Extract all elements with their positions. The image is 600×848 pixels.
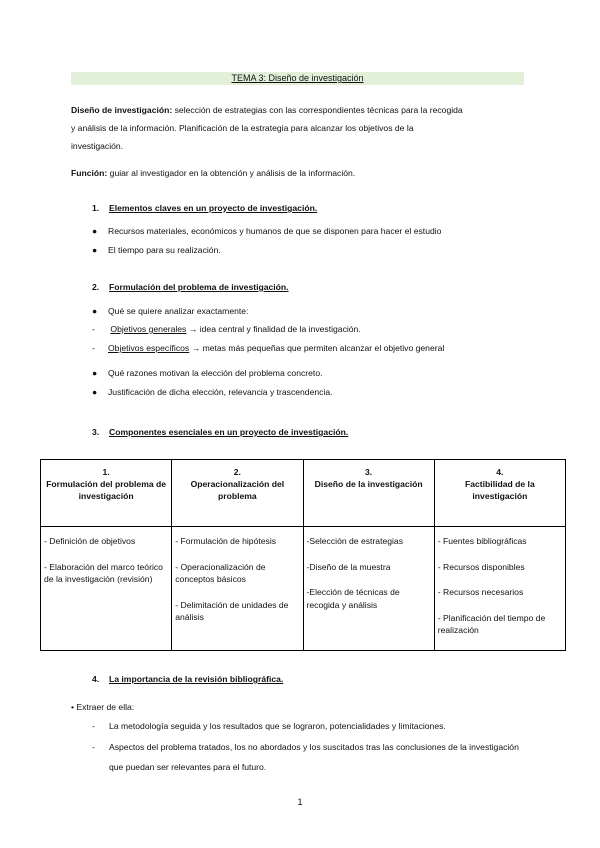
header-label: Formulación del problema de investigación xyxy=(46,479,167,501)
table-cell xyxy=(303,527,434,651)
list-item xyxy=(92,368,322,378)
bullet-icon: ● xyxy=(92,387,98,397)
cell-item: - Planificación del tiempo de realización xyxy=(437,612,546,635)
table-header-cell xyxy=(434,460,565,527)
section-4-item-2: Aspectos del problema tratados, los no abordados y los suscitados tras las conclusiones de la investigación que puedan ser relevantes para el futuro. xyxy=(109,742,519,772)
header-label: Diseño de la investigación xyxy=(314,479,423,489)
dash-icon: - xyxy=(92,721,95,731)
table-header-cell xyxy=(303,460,434,527)
section-1-item-1: Recursos materiales, económicos y humanos de que se disponen para hacer el estudio xyxy=(108,226,442,236)
cell-item: - Operacionalización de conceptos básicos xyxy=(175,561,266,584)
section-1-item-2: El tiempo para su realización. xyxy=(108,245,221,255)
section-3-heading xyxy=(92,427,348,437)
cell-item: - Elaboración del marco teórico de la investigación (revisión) xyxy=(44,561,163,584)
table-cell xyxy=(434,527,565,651)
objetivos-generales-label: Objetivos generales xyxy=(110,324,187,334)
cell-item: -Selección de estrategias xyxy=(306,536,403,546)
section-2-q1: Qué se quiere analizar exactamente: xyxy=(108,306,249,316)
section-4-number: 4. xyxy=(92,674,100,684)
section-2-q2: Qué razones motivan la elección del problema concreto. xyxy=(108,368,323,378)
list-item xyxy=(92,226,441,236)
list-item xyxy=(92,306,248,316)
definition-text-2: y análisis de la información. Planificación de la estrategia para alcanzar los objetivos de la xyxy=(71,123,414,133)
bullet-icon: ● xyxy=(92,368,98,378)
section-1-heading xyxy=(92,203,317,213)
cell-item: - Formulación de hipótesis xyxy=(175,536,277,546)
header-number: 4. xyxy=(496,467,504,477)
section-1-number: 1. xyxy=(92,203,100,213)
cell-item: -Elección de técnicas de recogida y análisis xyxy=(306,587,400,610)
list-item xyxy=(92,245,221,255)
extract-label: • Extraer de ella: xyxy=(71,702,135,712)
cell-item: -Diseño de la muestra xyxy=(306,561,391,572)
function-term: Función: xyxy=(71,168,108,178)
list-item xyxy=(92,387,333,397)
list-item xyxy=(92,343,444,353)
table-header-row xyxy=(41,460,566,527)
section-2-q3: Justificación de dicha elección, relevancia y trascendencia. xyxy=(108,387,333,397)
table-header-cell xyxy=(172,460,303,527)
section-4-heading xyxy=(92,674,283,684)
bullet-icon: ● xyxy=(92,226,98,236)
section-2-number: 2. xyxy=(92,282,100,292)
definition-text-3: investigación. xyxy=(71,141,124,151)
header-number: 3. xyxy=(365,467,373,477)
definition-paragraph xyxy=(71,101,531,155)
cell-item: - Recursos disponibles xyxy=(437,561,525,572)
table-row xyxy=(41,527,566,651)
page-number: 1 xyxy=(297,797,303,807)
section-4-title: La importancia de la revisión bibliográfica. xyxy=(109,674,284,684)
definition-text-1: selección de estrategias con las correspondientes técnicas para la recogida xyxy=(172,105,463,115)
definition-term: Diseño de investigación: xyxy=(71,105,173,115)
section-4-item-1: La metodología seguida y los resultados que se lograron, potencialidades y limitaciones. xyxy=(109,721,446,731)
dash-icon: - xyxy=(92,742,95,752)
table-header-cell xyxy=(41,460,172,527)
header-number: 2. xyxy=(233,467,241,477)
header-label: Operacionalización del problema xyxy=(190,479,285,501)
cell-item: - Fuentes bibliográficas xyxy=(437,536,527,546)
section-3-title: Componentes esenciales en un proyecto de investigación. xyxy=(109,427,349,437)
dash-icon: - xyxy=(92,343,95,353)
header-number: 1. xyxy=(102,467,110,477)
table-cell xyxy=(172,527,303,651)
objetivos-generales-text: → idea central y finalidad de la investigación. xyxy=(186,324,361,334)
header-label: Factibilidad de la investigación xyxy=(465,479,535,501)
cell-item: - Recursos necesarios xyxy=(437,587,524,597)
objetivos-especificos-text: → metas más pequeñas que permiten alcanzar el objetivo general xyxy=(189,343,445,353)
bullet-icon: ● xyxy=(92,306,98,316)
section-1-title: Elementos claves en un proyecto de investigación. xyxy=(109,203,318,213)
list-item xyxy=(92,324,361,334)
page-title-text: TEMA 3: Diseño de investigación xyxy=(231,73,364,83)
function-text: guiar al investigador en la obtención y análisis de la información. xyxy=(107,168,356,178)
objetivos-especificos-label: Objetivos específicos xyxy=(108,343,190,353)
section-2-title: Formulación del problema de investigación. xyxy=(109,282,289,292)
cell-item: - Delimitación de unidades de análisis xyxy=(175,599,289,622)
components-table xyxy=(40,459,566,651)
page-title xyxy=(71,72,524,85)
function-paragraph xyxy=(71,164,531,182)
section-2-heading xyxy=(92,282,289,292)
section-3-number: 3. xyxy=(92,427,100,437)
table-cell xyxy=(41,527,172,651)
bullet-icon: ● xyxy=(92,245,98,255)
dash-icon: - xyxy=(92,324,95,334)
cell-item: - Definición de objetivos xyxy=(44,536,136,546)
